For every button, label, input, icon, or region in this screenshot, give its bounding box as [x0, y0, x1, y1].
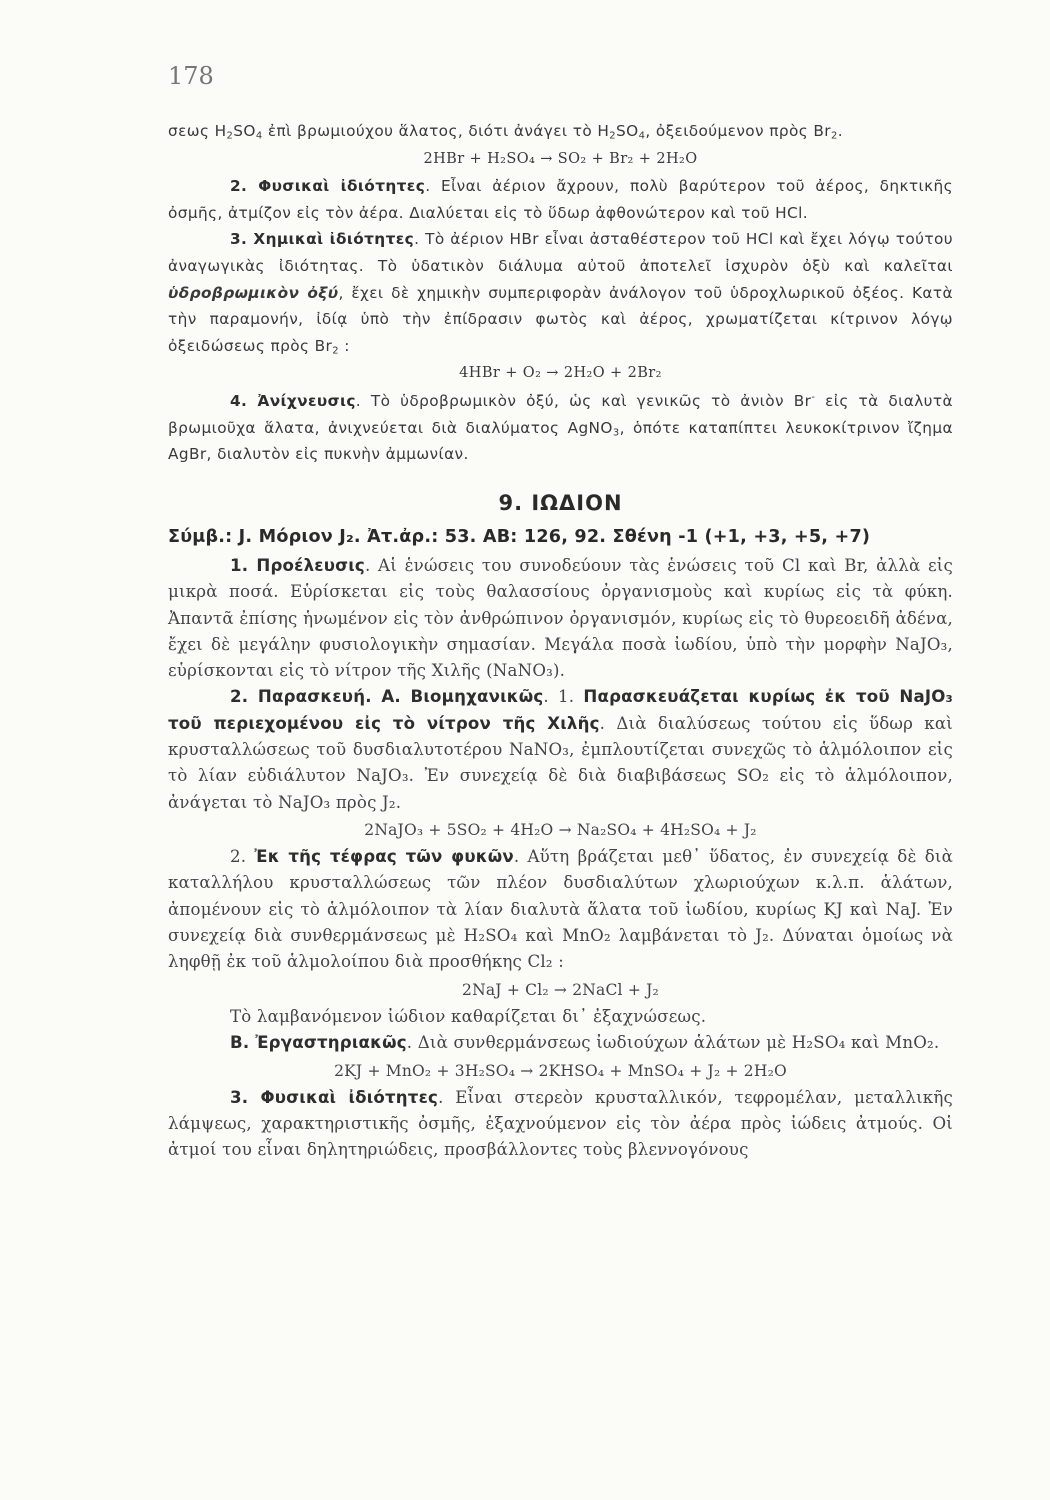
hbr-physical-properties: 2. Φυσικαὶ ἰδιότητες. Εἶναι ἀέριον ἄχρουν, πολὺ βαρύτερον τοῦ ἀέρος, δηκτικῆς ὀσμῆς, ἀτμίζον εἰς τὸν ἀέρα. Διαλύεται εἰς τὸ ὕδωρ ἀφθονώτερον καὶ τοῦ HCl. — [168, 177, 954, 222]
iodine-data-line: Σύμβ.: J. Μόριον J₂. Ἀτ.ἀρ.: 53. ΑΒ: 126, 92. Σθένη -1 (+1, +3, +5, +7) — [168, 527, 871, 548]
section-heading: Β. Ἐργαστηριακῶς — [230, 1033, 407, 1053]
subsection-heading: Παρασκευάζεται κυρίως ἐκ τοῦ NaJO₃ τοῦ περιεχομένου εἰς τὸ νίτρον τῆς Χιλῆς — [168, 687, 954, 733]
hbr-preparation-continued: σεως $H_2SO_4$ ἐπὶ βρωμιούχου ἅλατος, διότι ἀνάγει τὸ $H_2SO_4$, ὀξειδούμενον πρὸς $Br_2$. — [168, 122, 843, 142]
iodine-laboratory-preparation: Β. Ἐργαστηριακῶς. Διὰ συνθερμάνσεως ἰωδιούχων ἁλάτων μὲ H₂SO₄ καὶ MnO₂. — [230, 1033, 940, 1053]
equation-najo3-reduction: 2NaJO₃ + 5SO₂ + 4H₂O → Na₂SO₄ + 4H₂SO₄ + J₂ — [364, 820, 757, 839]
term-hydrobromic-acid: ὑδροβρωμικὸν ὀξύ — [168, 283, 339, 302]
hbr-chemical-properties: 3. Χημικαὶ ἰδιότητες. Τὸ ἀέριον HBr εἶναι ἀσταθέστερον τοῦ HCl καὶ ἔχει λόγῳ τούτου ἀναγωγικὰς ἰδιότητας. Τὸ ὑδατικὸν διάλυμα αὐτοῦ ἀποτελεῖ ἰσχυρὸν ὀξὺ καὶ καλεῖται ὑδροβρωμικὸν ὀξύ, ἔχει δὲ χημικὴν συμπεριφορὰν ἀνάλογον τοῦ ὑδροχλωρικοῦ ὀξέος. Κατὰ τὴν παραμονήν, ἰδίᾳ ὑπὸ τὴν ἐπίδρασιν φωτὸς καὶ ἀέρος, χρωματίζεται κίτρινον λόγῳ ὀξειδώσεως πρὸς $Br_2$ : — [168, 230, 954, 357]
section-heading: 3. Χημικαὶ ἰδιότητες — [230, 230, 415, 249]
subsection-heading: Ἐκ τῆς τέφρας τῶν φυκῶν — [254, 847, 514, 867]
equation-hbr-h2so4: 2HBr + H₂SO₄ → SO₂ + Br₂ + 2H₂O — [423, 150, 698, 167]
iodine-from-seaweed-ash: 2. Ἐκ τῆς τέφρας τῶν φυκῶν. Αὕτη βράζεται μεθ᾽ ὕδατος, ἐν συνεχείᾳ δὲ διὰ καταλλήλου κρυσταλλώσεως τῶν πλέον δυσδιαλύτων χλωριούχων κ.λ.π. ἁλάτων, ἀπομένουν εἰς τὸ ἁλμόλοιπον τὰ λίαν διαλυτὰ ἅλατα τοῦ ἰωδίου, κυρίως KJ καὶ NaJ. Ἐν συνεχείᾳ διὰ συνθερμάνσεως μὲ H₂SO₄ καὶ MnO₂ λαμβάνεται τὸ J₂. Δύναται ὁμοίως νὰ ληφθῇ ἐκ τοῦ ἁλμολοίπου διὰ προσθήκης Cl₂ : — [168, 847, 953, 972]
section-heading: 1. Προέλευσις — [230, 555, 365, 575]
page-content — [168, 118, 953, 1164]
section-heading: 3. Φυσικαὶ ἰδιότητες — [230, 1087, 439, 1107]
iodine-physical-properties: 3. Φυσικαὶ ἰδιότητες. Εἶναι στερεὸν κρυσταλλικόν, τεφρομέλαν, μεταλλικῆς λάμψεως, χαρακτηριστικῆς ὀσμῆς, ἐξαχνούμενον εἰς τὸν ἀέρα πρὸς ἰώδεις ἀτμούς. Οἱ ἀτμοί του εἶναι δηλητηριώδεις, προσβάλλοντες τοὺς βλεννογόνους — [168, 1087, 954, 1160]
equation-hbr-oxidation: 4HBr + O₂ → 2H₂O + 2Br₂ — [459, 365, 662, 382]
equation-naj-chlorine: 2NaJ + Cl₂ → 2NaCl + J₂ — [462, 980, 659, 999]
iodine-origin: 1. Προέλευσις. Αἱ ἑνώσεις του συνοδεύουν τὰς ἑνώσεις τοῦ Cl καὶ Br, ἀλλὰ εἰς μικρὰ ποσά. Εὑρίσκεται εἰς τοὺς θαλασσίους ὀργανισμοὺς καὶ κυρίως εἰς τὰ φύκη. Ἀπαντᾶ ἐπίσης ἡνωμένον εἰς τὸν ἀνθρώπινον ὀργανισμόν, κυρίως εἰς τὸ θυρεοειδῆ ἀδένα, ἔχει δὲ μεγάλην φυσιολογικὴν σημασίαν. Μεγάλα ποσὰ ἰωδίου, ὑπὸ τὴν μορφὴν NaJO₃, εὑρίσκονται εἰς τὸ νίτρον τῆς Χιλῆς (NaNO₃). — [168, 555, 953, 681]
section-heading: 2. Παρασκευή. Α. Βιομηχανικῶς — [230, 687, 544, 707]
chapter-title: 9. ΙΩΔΙΟΝ — [498, 490, 623, 515]
section-heading: 4. Ἀνίχνευσις — [230, 391, 356, 410]
iodine-industrial-preparation: 2. Παρασκευή. Α. Βιομηχανικῶς. 1. Παρασκευάζεται κυρίως ἐκ τοῦ NaJO₃ τοῦ περιεχομένου εἰς τὸ νίτρον τῆς Χιλῆς. Διὰ διαλύσεως τούτου εἰς ὕδωρ καὶ κρυσταλλώσεως τοῦ δυσδιαλυτοτέρου NaNO₃, ἐμπλουτίζεται συνεχῶς τὸ ἁλμόλοιπον εἰς τὸ λίαν εὐδιάλυτον NaJO₃. Ἐν συνεχείᾳ δὲ διὰ διαβιβάσεως SO₂ εἰς τὸ ἁλμόλοιπον, ἀνάγεται τὸ NaJO₃ πρὸς J₂. — [168, 687, 954, 812]
iodine-purification: Τὸ λαμβανόμενον ἰώδιον καθαρίζεται δι᾽ ἐξαχνώσεως. — [230, 1006, 707, 1026]
section-heading: 2. Φυσικαὶ ἰδιότητες — [230, 177, 426, 196]
equation-kj-mno2: 2KJ + MnO₂ + 3H₂SO₄ → 2KHSO₄ + MnSO₄ + J₂ + 2H₂O — [334, 1061, 787, 1080]
hbr-detection: 4. Ἀνίχνευσις. Τὸ ὑδροβρωμικὸν ὀξύ, ὡς καὶ γενικῶς τὸ ἀνιὸν Br- εἰς τὰ διαλυτὰ βρωμιοῦχα ἅλατα, ἀνιχνεύεται διὰ διαλύματος AgNO$_3$, ὁπότε καταπίπτει λευκοκίτρινον ἴζημα AgBr, διαλυτὸν εἰς πυκνὴν ἀμμωνίαν. — [168, 391, 953, 464]
page-number: 178 — [168, 62, 214, 90]
iodine-section — [168, 553, 953, 1164]
